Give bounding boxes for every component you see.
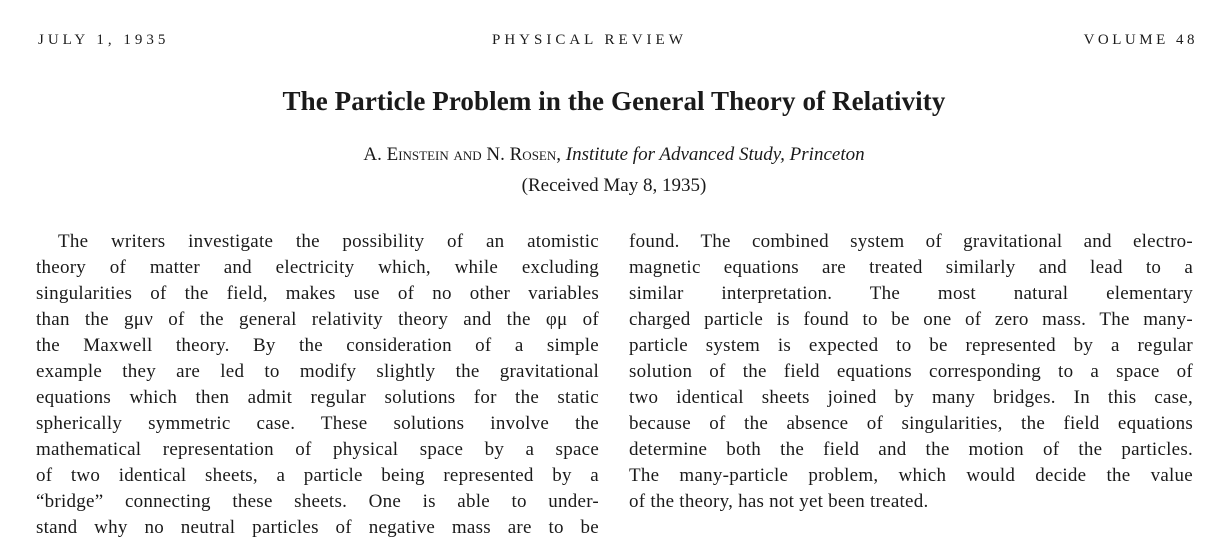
received-date: (Received May 8, 1935) xyxy=(521,175,707,196)
abstract-line: than the gμν of the general relativity theory and the φμ of xyxy=(36,309,599,330)
abstract-right-column xyxy=(629,229,1193,515)
abstract-line: spherically symmetric case. These solutions involve the xyxy=(36,413,599,434)
author-line xyxy=(0,144,1228,166)
abstract-line: solution of the field equations corresponding to a space of xyxy=(629,361,1193,382)
issue-date: JULY 1, 1935 xyxy=(38,32,170,48)
abstract-line: stand why no neutral particles of negative mass are to be xyxy=(36,517,599,538)
abstract-line: example they are led to modify slightly the gravitational xyxy=(36,361,599,382)
abstract-line: similar interpretation. The most natural elementary xyxy=(629,283,1193,304)
abstract-line: equations which then admit regular solutions for the static xyxy=(36,387,599,408)
abstract-line: theory of matter and electricity which, while excluding xyxy=(36,257,599,278)
abstract-left-column xyxy=(36,229,599,541)
abstract-line: mathematical representation of physical space by a space xyxy=(36,439,599,460)
abstract-line: particle system is expected to be represented by a regular xyxy=(629,335,1193,356)
abstract-line: charged particle is found to be one of zero mass. The many- xyxy=(629,309,1193,330)
abstract-line: the Maxwell theory. By the consideration of a simple xyxy=(36,335,599,356)
abstract-line: The many-particle problem, which would decide the value xyxy=(629,465,1193,486)
running-header xyxy=(0,32,1228,54)
abstract-line: of the theory, has not yet been treated. xyxy=(629,491,929,512)
volume-number: VOLUME 48 xyxy=(1083,32,1198,48)
abstract-line: “bridge” connecting these sheets. One is able to under- xyxy=(36,491,599,512)
abstract-line: magnetic equations are treated similarly and lead to a xyxy=(629,257,1193,278)
journal-name: PHYSICAL REVIEW xyxy=(492,32,687,48)
abstract-line: because of the absence of singularities, the field equations xyxy=(629,413,1193,434)
abstract-line: The writers investigate the possibility of an atomistic xyxy=(58,231,599,252)
abstract-line: found. The combined system of gravitational and electro- xyxy=(629,231,1193,252)
abstract-line: two identical sheets joined by many bridges. In this case, xyxy=(629,387,1193,408)
abstract-line: of two identical sheets, a particle being represented by a xyxy=(36,465,599,486)
abstract-line: determine both the field and the motion of the particles. xyxy=(629,439,1193,460)
affiliation: Institute for Advanced Study, Princeton xyxy=(565,144,865,165)
authors: A. Einstein and N. Rosen, xyxy=(363,144,562,165)
article-title: The Particle Problem in the General Theory of Relativity xyxy=(282,86,946,116)
abstract-line: singularities of the field, makes use of no other variables xyxy=(36,283,599,304)
